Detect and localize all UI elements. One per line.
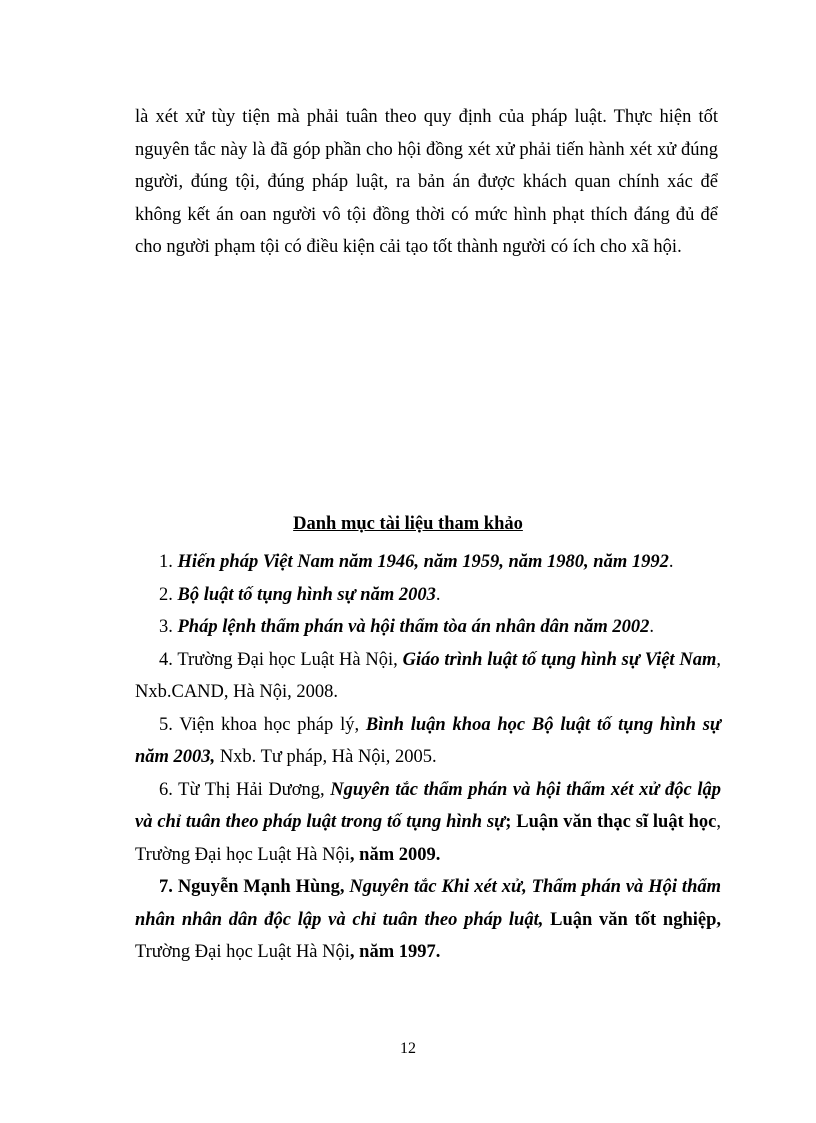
reference-author: Viện khoa học pháp lý,: [179, 714, 366, 735]
reference-number: 7.: [159, 877, 173, 897]
reference-number: 3.: [159, 617, 173, 637]
reference-publisher: , Trường Đại học Luật Hà Nội: [135, 812, 721, 865]
reference-tail: , Nxb.CAND, Hà Nội, 2008.: [135, 649, 721, 702]
reference-number: 5.: [159, 714, 173, 735]
reference-title: Giáo trình luật tố tụng hình sự Việt Nam: [402, 649, 717, 670]
reference-item: [135, 709, 721, 774]
reference-number: 1.: [159, 552, 173, 572]
reference-title: Bộ luật tố tụng hình sự năm 2003: [177, 584, 436, 605]
reference-number: 2.: [159, 584, 173, 605]
reference-title: Bình luận khoa học Bộ luật tố tụng hình sự năm 2003,: [135, 714, 722, 767]
reference-tail: .: [649, 617, 655, 637]
reference-item: [135, 579, 721, 612]
reference-item: [135, 871, 721, 969]
reference-tail: Nxb. Tư pháp, Hà Nội, 2005.: [215, 747, 437, 767]
reference-title: Nguyên tắc thẩm phán và hội thẩm xét xử độc lập và chỉ tuân theo pháp luật trong tố tụng hình sự: [135, 779, 721, 832]
reference-number: 6.: [159, 779, 173, 800]
reference-title: Pháp lệnh thẩm phán và hội thẩm tòa án nhân dân năm 2002: [177, 617, 650, 637]
reference-item: [135, 546, 721, 579]
reference-item: [135, 644, 721, 709]
page-number: 12: [400, 1040, 416, 1057]
reference-number: 4.: [159, 649, 173, 670]
reference-author: Từ Thị Hải Dương,: [178, 779, 331, 800]
reference-publisher: Trường Đại học Luật Hà Nội: [135, 942, 350, 962]
reference-title: Nguyên tắc Khi xét xử, Thẩm phán và Hội thẩm nhân nhân dân độc lập và chỉ tuân theo pháp luật,: [135, 877, 721, 930]
reference-author: Trường Đại học Luật Hà Nội,: [177, 649, 403, 670]
reference-year: , năm 2009.: [349, 844, 441, 865]
reference-year: , năm 1997.: [349, 942, 441, 962]
body-paragraph: là xét xử tùy tiện mà phải tuân theo quy định của pháp luật. Thực hiện tốt nguyên tắc này là đã góp phần cho hội đồng xét xử phải tiến hành xét xử đúng người, đúng tội, đúng pháp luật, ra bản án được khách quan chính xác để không kết án oan người vô tội đồng thời có mức hình phạt thích đáng đủ để cho người phạm tội có điều kiện cải tạo tốt thành người có ích cho xã hội.: [135, 107, 718, 257]
reference-tail: .: [668, 552, 674, 572]
reference-type: Luận văn tốt nghiệp,: [543, 909, 721, 930]
references-title: Danh mục tài liệu tham khảo: [293, 514, 523, 534]
reference-title: Hiến pháp Việt Nam năm 1946, năm 1959, năm 1980, năm 1992: [177, 552, 669, 572]
reference-item: [135, 774, 721, 872]
reference-type: ; Luận văn thạc sĩ luật học: [505, 812, 717, 832]
references-list: [135, 546, 721, 969]
reference-tail: .: [435, 584, 441, 605]
reference-item: [135, 611, 721, 644]
reference-author: Nguyễn Mạnh Hùng,: [177, 877, 350, 897]
